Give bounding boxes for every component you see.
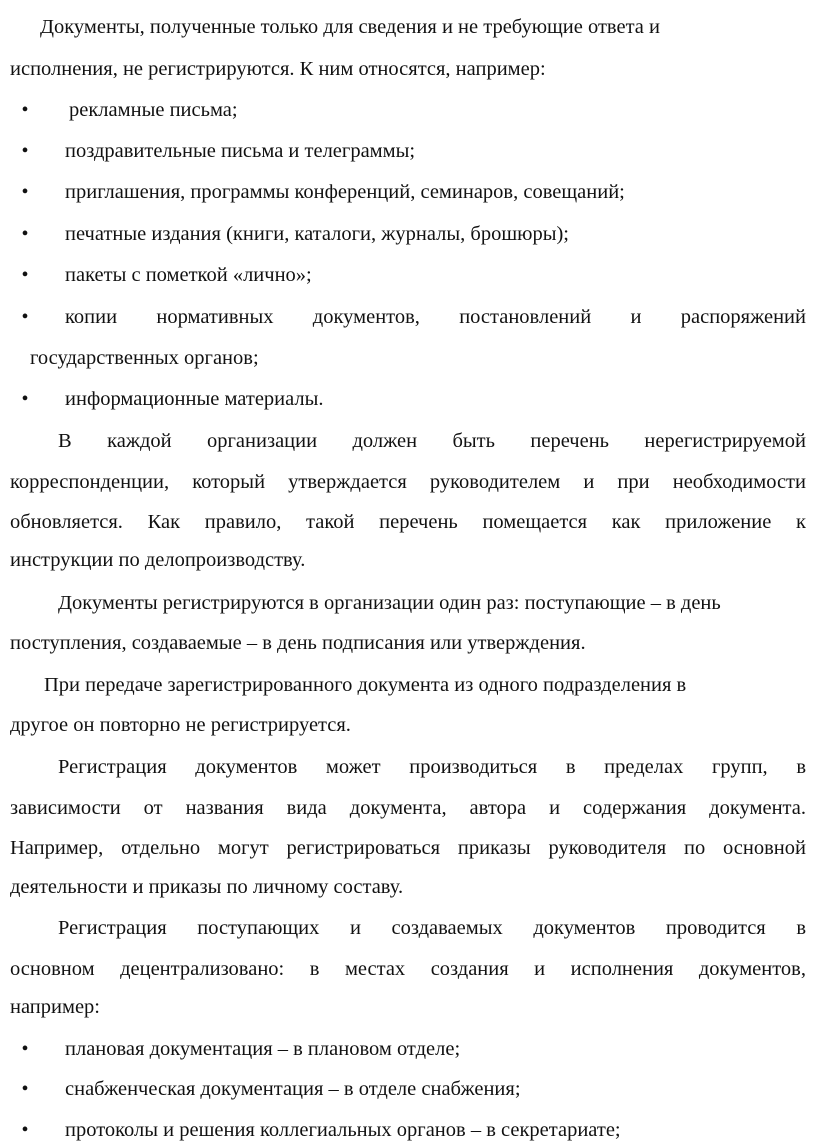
paragraph-line: обновляется. Как правило, такой перечень помещается как приложение к	[10, 511, 806, 533]
paragraph-line: основном децентрализовано: в местах создания и исполнения документов,	[10, 958, 806, 980]
list-item-continuation: государственных органов;	[30, 347, 259, 369]
list-item: копии нормативных документов, постановлений и распоряжений	[65, 306, 806, 328]
bullet-icon: •	[21, 1078, 29, 1100]
paragraph-line: Например, отдельно могут регистрироваться приказы руководителя по основной	[10, 837, 806, 859]
bullet-icon: •	[21, 1119, 29, 1141]
list-item: рекламные письма;	[69, 99, 238, 121]
paragraph-line: Регистрация документов может производиться в пределах групп, в	[58, 756, 806, 778]
paragraph-line: зависимости от названия вида документа, автора и содержания документа.	[10, 797, 806, 819]
list-item: приглашения, программы конференций, семинаров, совещаний;	[65, 181, 625, 203]
list-item: информационные материалы.	[65, 388, 324, 410]
paragraph-line: исполнения, не регистрируются. К ним относятся, например:	[10, 58, 546, 80]
paragraph-line: деятельности и приказы по личному составу.	[10, 876, 404, 898]
paragraph-line: В каждой организации должен быть перечень нерегистрируемой	[58, 430, 806, 452]
list-item: плановая документация – в плановом отделе;	[65, 1038, 461, 1060]
bullet-icon: •	[21, 140, 29, 162]
bullet-icon: •	[21, 99, 29, 121]
bullet-icon: •	[21, 223, 29, 245]
paragraph-line: Документы регистрируются в организации один раз: поступающие – в день	[58, 592, 721, 614]
list-item: поздравительные письма и телеграммы;	[65, 140, 416, 162]
list-item: печатные издания (книги, каталоги, журналы, брошюры);	[65, 223, 570, 245]
bullet-icon: •	[21, 388, 29, 410]
paragraph-line: корреспонденции, который утверждается руководителем и при необходимости	[10, 471, 806, 493]
paragraph-line: например:	[10, 996, 101, 1018]
paragraph-line: инструкции по делопроизводству.	[10, 549, 306, 571]
paragraph-line: другое он повторно не регистрируется.	[10, 714, 351, 736]
bullet-icon: •	[21, 306, 29, 328]
paragraph-line: Регистрация поступающих и создаваемых документов проводится в	[58, 917, 806, 939]
list-item: протоколы и решения коллегиальных органов – в секретариате;	[65, 1119, 621, 1141]
paragraph-line: При передаче зарегистрированного документа из одного подразделения в	[44, 674, 687, 696]
bullet-icon: •	[21, 181, 29, 203]
list-item: снабженческая документация – в отделе снабжения;	[65, 1078, 521, 1100]
bullet-icon: •	[21, 1038, 29, 1060]
bullet-icon: •	[21, 264, 29, 286]
paragraph-line: поступления, создаваемые – в день подписания или утверждения.	[10, 632, 586, 654]
paragraph-line: Документы, полученные только для сведения и не требующие ответа и	[40, 16, 660, 38]
list-item: пакеты с пометкой «лично»;	[65, 264, 312, 286]
